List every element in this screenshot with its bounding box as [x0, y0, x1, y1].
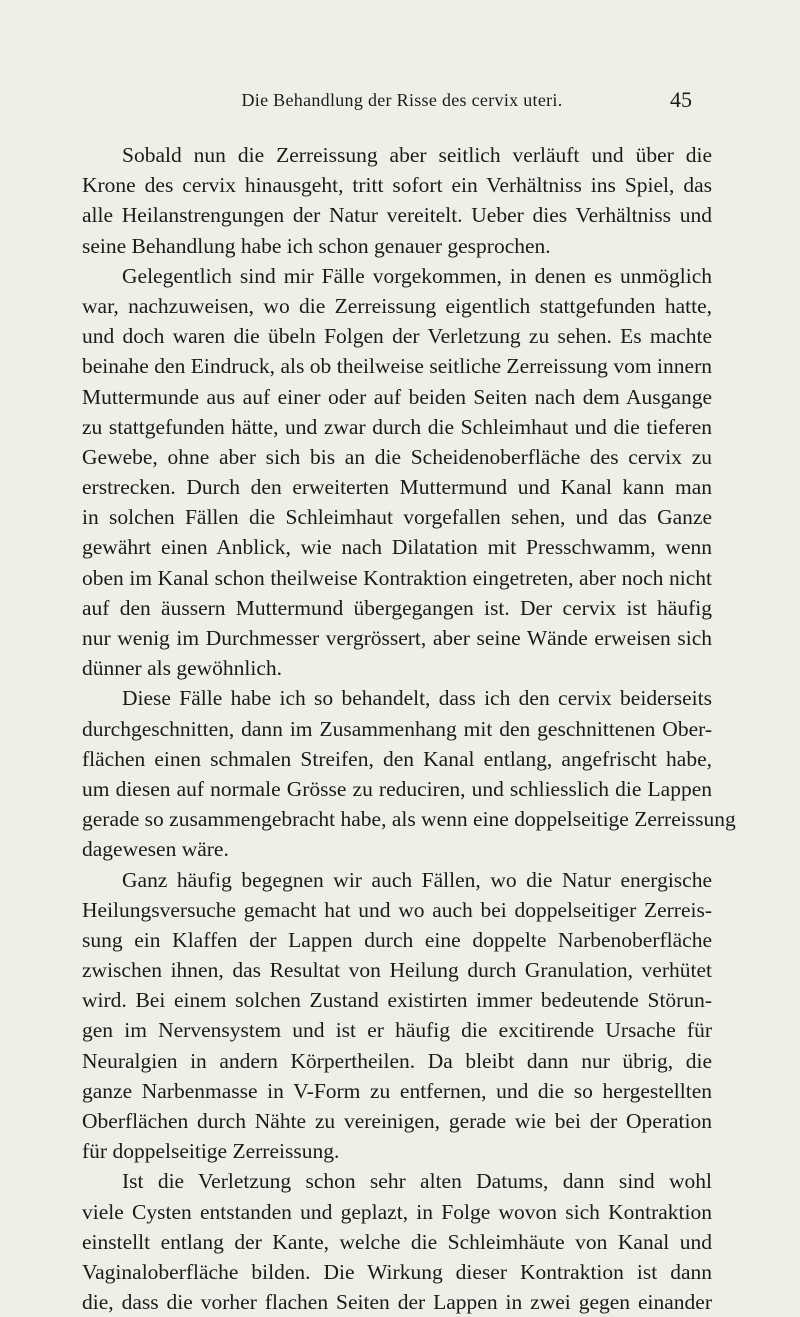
- text-line: Ganz häufig begegnen wir auch Fällen, wo die Natur energische: [122, 867, 712, 892]
- text-line: die, dass die vorher flachen Seiten der Lappen in zwei gegen einander: [82, 1290, 712, 1315]
- text-line: Krone des cervix hinausgeht, tritt sofort ein Verhältniss ins Spiel, das: [82, 173, 712, 198]
- text-line: erstrecken. Durch den erweiterten Muttermund und Kanal kann man: [82, 475, 712, 500]
- text-line: war, nachzuweisen, wo die Zerreissung eigentlich stattgefunden hatte,: [82, 293, 712, 318]
- text-line: alle Heilanstrengungen der Natur vereitelt. Ueber dies Verhältniss und: [82, 203, 712, 228]
- text-line: flächen einen schmalen Streifen, den Kanal entlang, angefrischt habe,: [82, 746, 712, 771]
- text-line: auf den äussern Muttermund übergegangen ist. Der cervix ist häufig: [82, 595, 712, 620]
- text-line: Sobald nun die Zerreissung aber seitlich verläuft und über die: [122, 143, 712, 167]
- text-line: seine Behandlung habe ich schon genauer gesprochen.: [82, 233, 551, 258]
- text-line: Neuralgien in andern Körpertheilen. Da bleibt dann nur übrig, die: [82, 1048, 712, 1073]
- text-line: zwischen ihnen, das Resultat von Heilung durch Granulation, verhütet: [82, 958, 712, 983]
- page-number: 45: [670, 87, 692, 112]
- text-line: Heilungsversuche gemacht hat und wo auch bei doppelseitiger Zerreis-: [82, 897, 712, 922]
- text-line: beinahe den Eindruck, als ob theilweise seitliche Zerreissung vom innern: [82, 354, 712, 379]
- text-line: in solchen Fällen die Schleimhaut vorgefallen sehen, und das Ganze: [82, 505, 712, 530]
- text-line: einstellt entlang der Kante, welche die Schleimhäute von Kanal und: [82, 1229, 712, 1254]
- running-head: Die Behandlung der Risse des cervix uteri.: [241, 90, 563, 110]
- text-line: Oberflächen durch Nähte zu vereinigen, gerade wie bei der Operation: [82, 1109, 712, 1133]
- text-line: Ist die Verletzung schon sehr alten Datums, dann sind wohl: [122, 1169, 712, 1194]
- text-line: durchgeschnitten, dann im Zusammenhang mit den geschnittenen Ober-: [82, 716, 712, 741]
- body-text: [82, 140, 736, 1317]
- text-line: wird. Bei einem solchen Zustand existirten immer bedeutende Störun-: [82, 988, 712, 1013]
- text-line: und doch waren die übeln Folgen der Verletzung zu sehen. Es machte: [82, 324, 712, 349]
- text-line: dünner als gewöhnlich.: [82, 656, 283, 681]
- text-line: oben im Kanal schon theilweise Kontraktion eingetreten, aber noch nicht: [82, 565, 712, 590]
- text-line: zu stattgefunden hätte, und zwar durch die Schleimhaut und die tieferen: [82, 414, 712, 439]
- text-line: gewährt einen Anblick, wie nach Dilatation mit Presschwamm, wenn: [82, 535, 712, 560]
- text-line: Vaginaloberfläche bilden. Die Wirkung dieser Kontraktion ist dann: [82, 1259, 712, 1284]
- text-line: gerade so zusammengebracht habe, als wenn eine doppelseitige Zerreissung: [82, 807, 736, 832]
- text-line: Gewebe, ohne aber sich bis an die Scheidenoberfläche des cervix zu: [82, 444, 712, 469]
- text-line: Gelegentlich sind mir Fälle vorgekommen, in denen es unmöglich: [122, 263, 712, 288]
- text-line: ganze Narbenmasse in V-Form zu entfernen, und die so hergestellten: [82, 1078, 712, 1103]
- text-line: viele Cysten entstanden und geplazt, in Folge wovon sich Kontraktion: [82, 1199, 712, 1224]
- text-line: Muttermunde aus auf einer oder auf beiden Seiten nach dem Ausgange: [82, 384, 712, 409]
- text-line: dagewesen wäre.: [82, 837, 229, 862]
- text-line: für doppelseitige Zerreissung.: [82, 1139, 340, 1164]
- text-line: gen im Nervensystem und ist er häufig die excitirende Ursache für: [82, 1018, 712, 1043]
- text-line: sung ein Klaffen der Lappen durch eine doppelte Narbenoberfläche: [82, 927, 712, 952]
- text-line: Diese Fälle habe ich so behandelt, dass ich den cervix beiderseits: [122, 686, 712, 711]
- text-line: um diesen auf normale Grösse zu reduciren, und schliesslich die Lappen: [82, 776, 712, 801]
- text-line: nur wenig im Durchmesser vergrössert, aber seine Wände erweisen sich: [82, 626, 712, 650]
